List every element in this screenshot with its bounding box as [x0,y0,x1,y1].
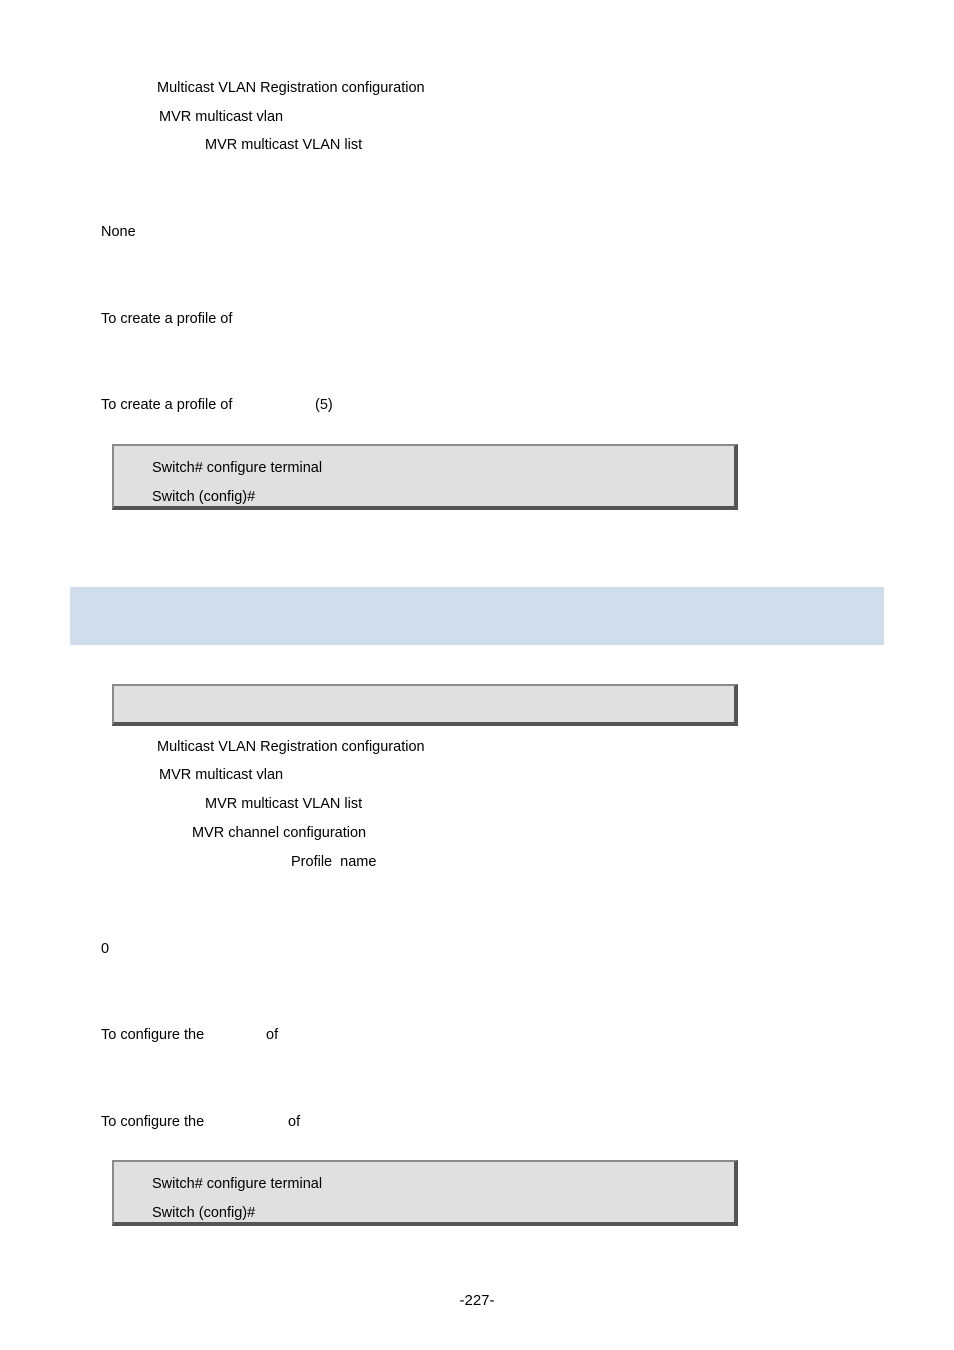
param-desc-mvr-vlan-list: MVR multicast VLAN list [205,137,363,153]
example-intro-suffix: (5) [315,397,333,413]
param-desc-mvr-channel: MVR channel configuration [192,825,367,841]
code-line: Switch# configure terminal [152,460,323,476]
param-desc-mvr-config: Multicast VLAN Registration configuration [157,80,425,96]
default-value: 0 [101,941,110,957]
param-desc-mvr-vlan: MVR multicast vlan [159,767,284,783]
param-desc-mvr-vlan: MVR multicast vlan [159,109,284,125]
usage-text: To create a profile of [101,311,233,327]
usage-text: To configure the [101,1027,205,1043]
default-value: None [101,224,136,240]
code-line: Switch# configure terminal [152,1176,323,1192]
param-desc-mvr-vlan-list: MVR multicast VLAN list [205,796,363,812]
param-desc-profile-name: Profile name [291,854,377,870]
section-heading-band [70,587,884,645]
usage-text-suffix: of [266,1027,279,1043]
code-line: Switch (config)# [152,489,256,505]
code-line: Switch (config)# [152,1205,256,1221]
page-number: -227- [459,1292,495,1309]
code-example-box [112,444,738,510]
command-syntax-box [112,684,738,726]
code-example-box [112,1160,738,1226]
param-desc-mvr-config: Multicast VLAN Registration configuration [157,739,425,755]
example-intro: To create a profile of [101,397,233,413]
example-intro: To configure the [101,1114,205,1130]
example-intro-suffix: of [288,1114,301,1130]
